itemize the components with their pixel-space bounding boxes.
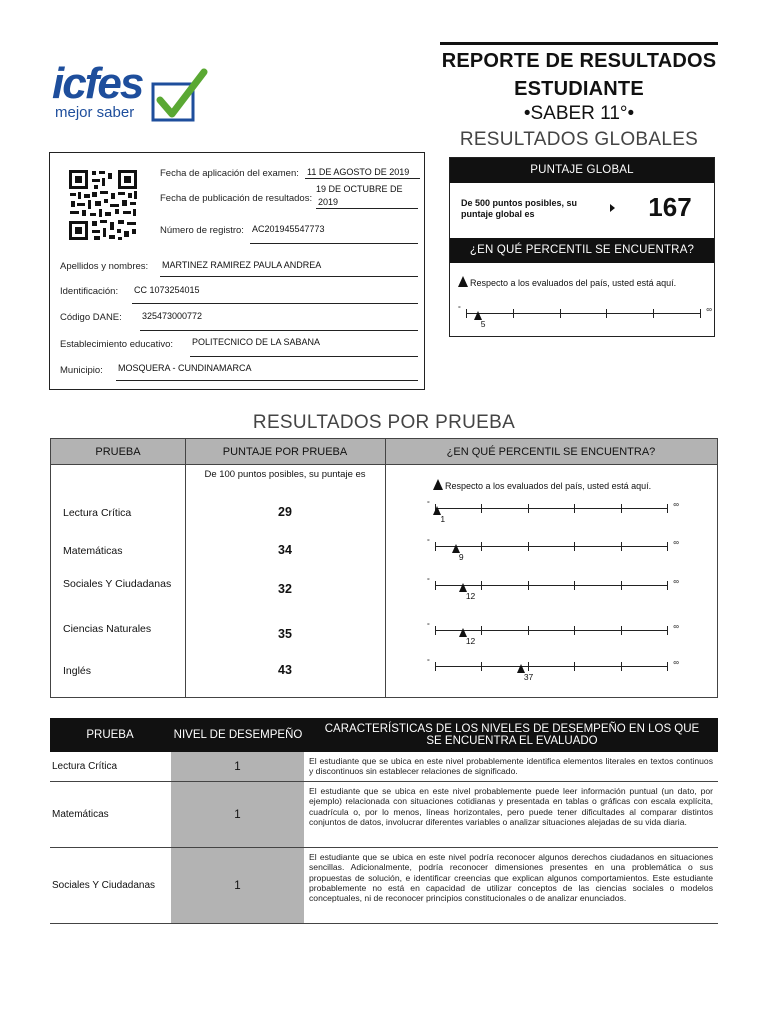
result-row-percentile-scale [427, 500, 679, 524]
identificacion-value: CC 1073254015 [132, 285, 418, 304]
report-title-block [440, 42, 718, 155]
result-row-percentile-scale [427, 658, 679, 682]
scale-line [435, 546, 667, 547]
scale-tick [528, 662, 529, 671]
checkmark-icon [150, 66, 208, 124]
scale-line [435, 585, 667, 586]
results-section-title: RESULTADOS POR PRUEBA [252, 412, 516, 433]
global-percentile-note-text: Respecto a los evaluados del país, usted está aquí. [470, 278, 677, 288]
percentile-value: 37 [523, 672, 534, 682]
result-row-name: Ciencias Naturales [63, 623, 152, 635]
scale-line [435, 666, 667, 667]
scale-zero-mark: ° [427, 539, 430, 546]
logo-brand-text: icfes [52, 59, 143, 108]
global-score-box [449, 157, 715, 337]
marker-arrow-icon [458, 276, 468, 287]
scale-tick [481, 581, 482, 590]
levels-row-matematicas [50, 782, 718, 848]
scale-zero-mark: ° [427, 659, 430, 666]
nombres-label: Apellidos y nombres: [60, 261, 149, 272]
scale-tick [606, 309, 607, 318]
global-score-description: De 500 puntos posibles, su puntaje global es [461, 198, 578, 219]
registro-label: Número de registro: [160, 225, 244, 236]
result-row-name: Inglés [63, 665, 92, 677]
results-table-header [51, 439, 717, 465]
identificacion-label: Identificación: [60, 286, 119, 297]
fecha-publicacion-line1: 19 DE OCTUBRE DE [316, 184, 403, 194]
global-percentile-scale [458, 305, 712, 329]
result-row-name: Matemáticas [63, 545, 123, 557]
levels-table [50, 718, 718, 924]
arrow-right-icon [610, 204, 615, 212]
scale-tick [481, 626, 482, 635]
scale-tick [621, 581, 622, 590]
result-row-percentile-scale [427, 622, 679, 646]
scale-tick [667, 581, 668, 590]
nombres-value: MARTINEZ RAMIREZ PAULA ANDREA [160, 260, 418, 277]
scale-tick [435, 626, 436, 635]
global-score-value: 167 [648, 192, 692, 222]
scale-zero-mark: ° [427, 578, 430, 585]
scale-tick [653, 309, 654, 318]
exam-name: •SABER 11°• [523, 103, 635, 124]
fecha-publicacion-label: Fecha de publicación de resultados: [160, 193, 313, 204]
scale-tick [528, 504, 529, 513]
scale-tick [621, 542, 622, 551]
percentile-value: 12 [465, 636, 476, 646]
marker-arrow-icon [433, 479, 443, 490]
global-score-bar: PUNTAJE GLOBAL [450, 158, 714, 183]
scale-tick [528, 542, 529, 551]
scale-tick [621, 504, 622, 513]
scale-end-mark: ∞ [673, 622, 679, 631]
global-percentile-note [458, 276, 676, 288]
scale-tick [667, 504, 668, 513]
scale-end-mark: ∞ [673, 500, 679, 509]
result-row-score: 34 [278, 543, 292, 557]
levels-col-prueba: PRUEBA [86, 729, 134, 741]
levels-row-level: 1 [171, 782, 304, 847]
percentile-value: 5 [480, 319, 486, 329]
fecha-aplicacion-value: 11 DE AGOSTO DE 2019 [305, 167, 420, 179]
scale-line [435, 630, 667, 631]
results-score-subtitle: De 100 puntos posibles, su puntaje es [204, 469, 366, 480]
scale-end-mark: ∞ [673, 577, 679, 586]
scale-tick [574, 662, 575, 671]
levels-col-nivel: NIVEL DE DESEMPEÑO [173, 729, 303, 741]
scale-zero-mark: ° [427, 623, 430, 630]
levels-row-name: Matemáticas [52, 809, 109, 820]
result-row-name: Sociales Y Ciudadanas [63, 578, 172, 590]
scale-tick [481, 662, 482, 671]
scale-tick [574, 504, 575, 513]
scale-tick [560, 309, 561, 318]
percentile-value: 9 [458, 552, 464, 562]
levels-row-desc: El estudiante que se ubica en este nivel podría reconocer algunos derechos ciudadanos en situaciones sencillas. Adicionalmente, podría reconocer dimensiones presentes en una problemática o sus propuestas de solución, e identificar creencias que explican algunos comportamientos. Este estudiante probablemente no está en capacidad de utilizar conceptos de las ciencias sociales o modelos conceptuales, ni de reconocer principios constitucionales o de analizar enunciados. [309, 852, 713, 904]
levels-row-lectura [50, 752, 718, 782]
levels-row-name: Sociales Y Ciudadanas [52, 880, 156, 891]
percentile-value: 1 [440, 514, 446, 524]
result-row-percentile-scale [427, 538, 679, 562]
col-prueba: PRUEBA [95, 446, 141, 458]
scale-tick [528, 626, 529, 635]
municipio-value: MOSQUERA - CUNDINAMARCA [116, 363, 418, 381]
global-percentile-bar: ¿EN QUÉ PERCENTIL SE ENCUENTRA? [450, 238, 714, 263]
col-percentil: ¿EN QUÉ PERCENTIL SE ENCUENTRA? [446, 446, 656, 458]
levels-row-level: 1 [171, 752, 304, 781]
scale-tick [435, 581, 436, 590]
scale-tick [481, 504, 482, 513]
dane-label: Código DANE: [60, 312, 122, 323]
fecha-publicacion-line2: 2019 [316, 197, 418, 209]
report-title-2: ESTUDIANTE [514, 78, 644, 100]
section-global-title: RESULTADOS GLOBALES [459, 129, 699, 150]
result-row-percentile-scale [427, 577, 679, 601]
scale-tick [513, 309, 514, 318]
student-info-box [49, 152, 425, 390]
fecha-aplicacion-label: Fecha de aplicación del examen: [160, 168, 299, 179]
col-puntaje: PUNTAJE POR PRUEBA [222, 446, 348, 458]
results-percentile-note-text: Respecto a los evaluados del país, usted está aquí. [445, 481, 652, 491]
scale-tick [574, 626, 575, 635]
scale-end-mark: ∞ [673, 658, 679, 667]
establecimiento-label: Establecimiento educativo: [60, 339, 174, 350]
report-title: REPORTE DE RESULTADOS [441, 50, 717, 72]
result-row-name: Lectura Crítica [63, 507, 132, 519]
registro-value: AC201945547773 [250, 224, 418, 244]
scale-tick [667, 662, 668, 671]
establecimiento-value: POLITECNICO DE LA SABANA [190, 337, 418, 357]
scale-tick [481, 542, 482, 551]
result-row-score: 29 [278, 505, 292, 519]
scale-tick [466, 309, 467, 318]
scale-tick [435, 542, 436, 551]
result-row-score: 43 [278, 663, 292, 677]
percentile-value: 12 [465, 591, 476, 601]
scale-tick [700, 309, 701, 318]
scale-end-mark: ∞ [706, 305, 712, 314]
scale-tick [574, 542, 575, 551]
scale-tick [435, 662, 436, 671]
icfes-logo [52, 59, 212, 132]
scale-line [435, 508, 667, 509]
levels-table-header [50, 718, 718, 752]
levels-row-desc: El estudiante que se ubica en este nivel probablemente puede leer información puntual (un dato, por ejemplo) relacionada con situaciones cotidianas y presentada en tablas o gráficas con escala explícita, cuadrícula o, por lo menos, líneas horizontales, pero puede tener dificultades al comparar distintos conjuntos de datos, involucrar diferentes variables o analizar situaciones alejadas de su vida diaria. [309, 786, 713, 827]
municipio-label: Municipio: [60, 365, 103, 376]
scale-end-mark: ∞ [673, 538, 679, 547]
scale-tick [574, 581, 575, 590]
levels-row-level: 1 [171, 848, 304, 923]
result-row-score: 35 [278, 627, 292, 641]
dane-value: 325473000772 [140, 311, 418, 331]
scale-tick [667, 626, 668, 635]
levels-row-sociales [50, 848, 718, 924]
scale-line [466, 313, 700, 314]
scale-tick [528, 581, 529, 590]
results-table [50, 438, 718, 698]
levels-col-caracteristicas: CARACTERÍSTICAS DE LOS NIVELES DE DESEMPEÑO EN LOS QUE SE ENCUENTRA EL EVALUADO [324, 723, 700, 747]
scale-zero-mark: ° [427, 501, 430, 508]
qr-code-icon [68, 169, 138, 241]
scale-zero-mark: ° [458, 306, 461, 313]
logo-slogan: mejor saber [55, 104, 135, 121]
scale-tick [667, 542, 668, 551]
results-percentile-note [433, 479, 651, 491]
levels-row-name: Lectura Crítica [52, 761, 118, 772]
levels-row-desc: El estudiante que se ubica en este nivel probablemente identifica elementos literales en textos continuos y discontinuos sin establecer relaciones de significado. [309, 756, 713, 777]
scale-tick [621, 626, 622, 635]
scale-tick [621, 662, 622, 671]
result-row-score: 32 [278, 582, 292, 596]
